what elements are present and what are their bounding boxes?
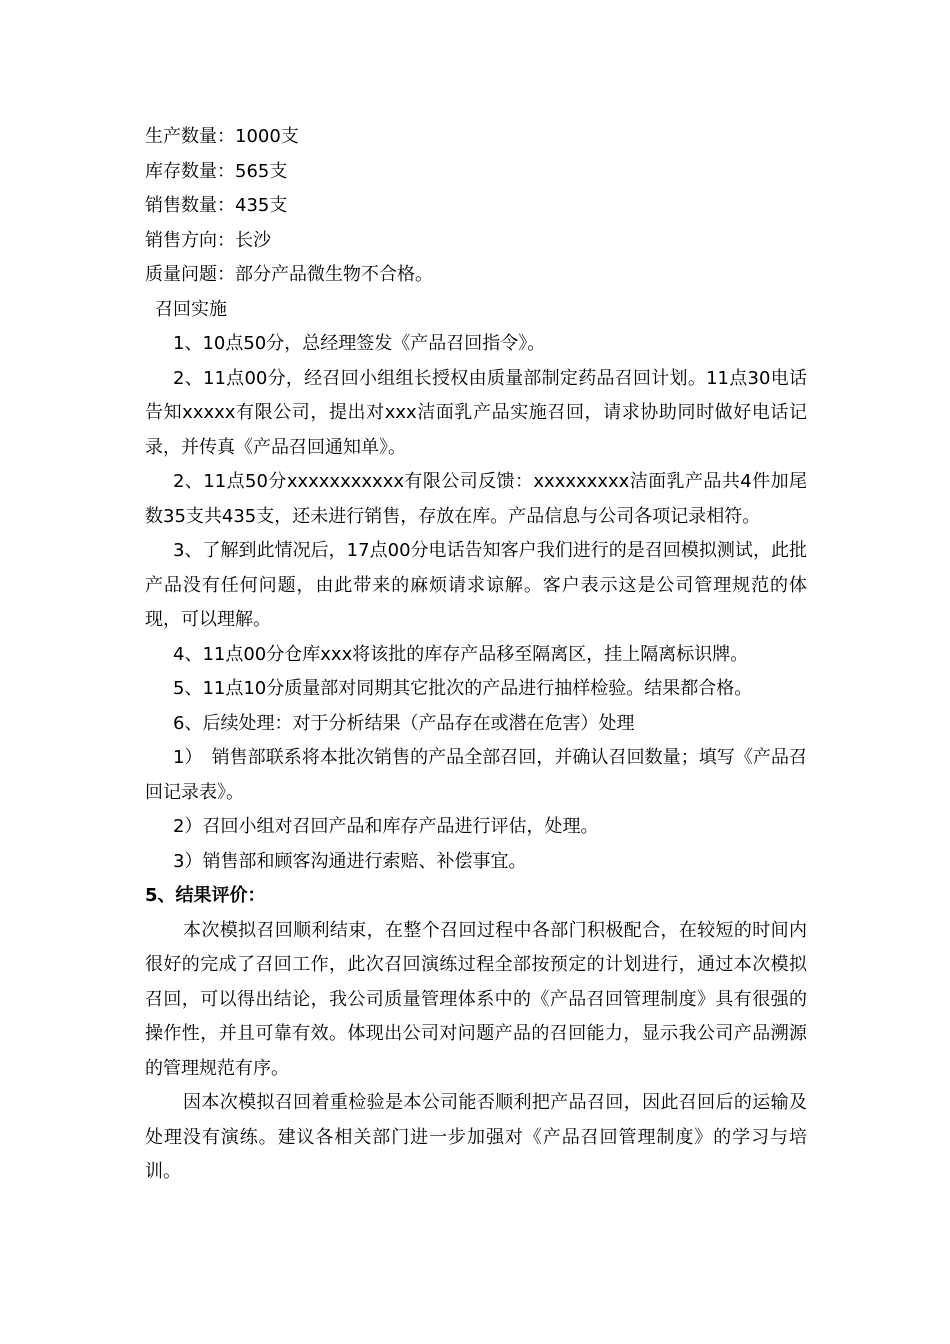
follow-up-item-2: 2）召回小组对召回产品和库存产品进行评估，处理。 xyxy=(173,816,599,837)
sales-quantity-line: 销售数量：435支 xyxy=(145,195,288,216)
production-quantity-line: 生产数量：1000支 xyxy=(145,126,299,147)
result-evaluation-paragraph-1: 本次模拟召回顺利结束，在整个召回过程中各部门积极配合，在较短的时间内很好的完成了召回工作，此次召回演练过程全部按预定的计划进行，通过本次模拟召回，可以得出结论，我公司质量管理体系中的《产品召回管理制度》具有很强的操作性，并且可靠有效。体现出公司对问题产品的召回能力，显示我公司产品溯源的管理规范有序。 xyxy=(145,919,807,1079)
sales-direction-line: 销售方向：长沙 xyxy=(145,229,271,251)
recall-step-5: 5、11点10分质量部对同期其它批次的产品进行抽样检验。结果都合格。 xyxy=(173,678,753,699)
stock-quantity-line: 库存数量：565支 xyxy=(145,160,288,182)
recall-step-1: 1、10点50分，总经理签发《产品召回指令》。 xyxy=(173,333,546,354)
recall-step-4: 4、11点00分仓库xxx将该批的库存产品移至隔离区，挂上隔离标识牌。 xyxy=(173,643,749,665)
quality-issue-line: 质量问题：部分产品微生物不合格。 xyxy=(145,264,433,285)
result-evaluation-paragraph-2: 因本次模拟召回着重检验是本公司能否顺利把产品召回，因此召回后的运输及处理没有演练。建议各相关部门进一步加强对《产品召回管理制度》的学习与培训。 xyxy=(145,1092,807,1182)
result-evaluation-heading: 5、结果评价： xyxy=(145,885,266,906)
recall-step-2a: 2、11点00分，经召回小组组长授权由质量部制定药品召回计划。11点30电话告知xxxxx有限公司，提出对xxx洁面乳产品实施召回，请求协助同时做好电话记录，并传真《产品召回通知单》。 xyxy=(145,367,807,458)
document-body xyxy=(145,120,807,1190)
recall-step-3: 3、了解到此情况后，17点00分电话告知客户我们进行的是召回模拟测试，此批产品没有任何问题，由此带来的麻烦请求谅解。客户表示这是公司管理规范的体现，可以理解。 xyxy=(145,540,807,630)
follow-up-item-1: 1） 销售部联系将本批次销售的产品全部召回，并确认召回数量；填写《产品召回记录表》。 xyxy=(145,747,807,803)
recall-step-6: 6、后续处理：对于分析结果（产品存在或潜在危害）处理 xyxy=(173,712,635,734)
recall-step-2b: 2、11点50分xxxxxxxxxxx有限公司反馈：xxxxxxxxx洁面乳产品共4件加尾数35支共435支，还未进行销售，存放在库。产品信息与公司各项记录相符。 xyxy=(145,471,807,527)
recall-implementation-heading: 召回实施 xyxy=(155,298,227,320)
follow-up-item-3: 3）销售部和顾客沟通进行索赔、补偿事宜。 xyxy=(173,850,527,872)
